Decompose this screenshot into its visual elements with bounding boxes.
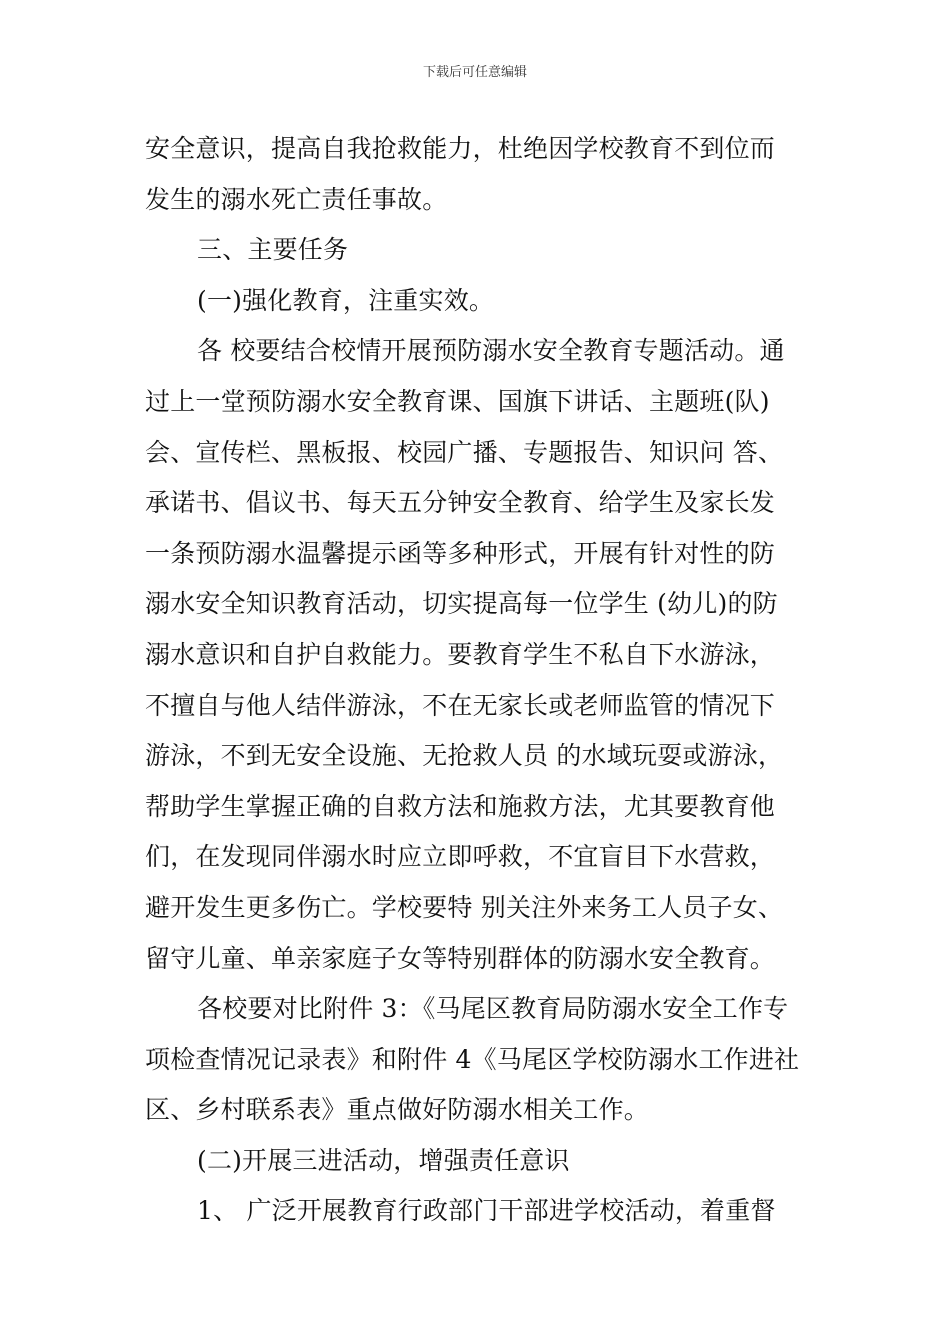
text-line: 安全意识，提高自我抢救能力，杜绝因学校教育不到位而 bbox=[145, 134, 776, 163]
text-line: 过上一堂预防溺水安全教育课、国旗下讲话、主题班(队) bbox=[145, 386, 770, 416]
text-line: 一条预防溺水温馨提示函等多种形式，开展有针对性的防 bbox=[145, 538, 776, 568]
text-line: 三、主要任务 bbox=[197, 235, 349, 265]
text-line: (一)强化教育，注重实效。 bbox=[197, 285, 495, 315]
text-line: 帮助学生掌握正确的自救方法和施救方法，尤其要教育他 bbox=[145, 791, 776, 821]
text-line: 溺水意识和自护自救能力。要教育学生不私自下水游泳， bbox=[145, 639, 776, 669]
text-line: 1、 广泛开展教育行政部门干部进学校活动，着重督 bbox=[197, 1196, 776, 1226]
text-line: 项检查情况记录表》和附件 4《马尾区学校防溺水工作进社 bbox=[145, 1044, 800, 1074]
text-line: 们，在发现同伴溺水时应立即呼救，不宜盲目下水营救， bbox=[145, 842, 776, 872]
text-line: 各 校要结合校情开展预防溺水安全教育专题活动。通 bbox=[197, 336, 785, 366]
text-line: 承诺书、倡议书、每天五分钟安全教育、给学生及家长发 bbox=[145, 488, 776, 518]
text-line: 不擅自与他人结伴游泳，不在无家长或老师监管的情况下 bbox=[145, 690, 776, 720]
text-line: 各校要对比附件 3：《马尾区教育局防溺水安全工作专 bbox=[197, 994, 789, 1024]
text-line: 避开发生更多伤亡。学校要特 别关注外来务工人员子女、 bbox=[145, 892, 784, 922]
text-line: 游泳，不到无安全设施、无抢救人员 的水域玩耍或游泳， bbox=[145, 741, 784, 771]
text-line: (二)开展三进活动，增强责任意识 bbox=[197, 1145, 570, 1175]
text-line: 会、宣传栏、黑板报、校园广播、专题报告、知识问 答、 bbox=[145, 437, 784, 467]
text-line: 溺水安全知识教育活动，切实提高每一位学生 (幼儿)的防 bbox=[145, 589, 778, 619]
page-header: 下载后可任意编辑 bbox=[422, 65, 527, 80]
text-line: 留守儿童、单亲家庭子女等特别群体的防溺水安全教育。 bbox=[145, 943, 776, 973]
document-body bbox=[145, 124, 810, 1237]
text-line: 发生的溺水死亡责任事故。 bbox=[145, 184, 448, 214]
text-line: 区、乡村联系表》重点做好防溺水相关工作。 bbox=[145, 1095, 650, 1125]
